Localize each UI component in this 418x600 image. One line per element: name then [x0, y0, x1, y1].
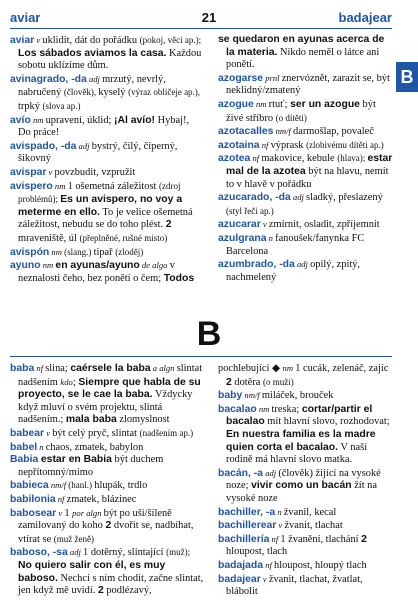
- header-first-entry: aviar: [10, 10, 41, 25]
- headword: bacán, -a: [218, 467, 264, 479]
- dictionary-entry: [10, 246, 204, 260]
- grammar-label: nm: [49, 246, 65, 257]
- grammar-label: nm: [40, 260, 56, 271]
- definition-text: tipař: [93, 246, 116, 258]
- grammar-label: n: [275, 506, 284, 517]
- dictionary-entry: [218, 559, 394, 573]
- dictionary-entry: [218, 72, 394, 98]
- dictionary-entry: [10, 166, 204, 180]
- definition-text: žvanil, kecal: [283, 506, 337, 518]
- usage-note: (nadšením ap.): [139, 427, 194, 438]
- definition-text: Vždycky když mluví o svém projektu, slintá nadšením.;: [18, 389, 193, 426]
- definition-text: makovice, kebule: [261, 153, 338, 165]
- definition-text: znervóznět, zarazit se, být neklidný/zmatený: [226, 72, 390, 97]
- usage-note: (člověk),: [63, 87, 99, 98]
- dictionary-entry: [218, 34, 394, 72]
- definition-text: povzbudit, vzpružit: [54, 166, 136, 178]
- grammar-label: adj: [294, 259, 311, 270]
- definition-text: To je velice ošemetná záležitost, nebudu se do toho plést.: [18, 206, 193, 231]
- headword: babel: [10, 441, 38, 453]
- definition-text: 1 dotěrný, slintající: [83, 547, 167, 559]
- grammar-label: adj: [263, 467, 279, 478]
- grammar-label: nf: [259, 139, 271, 150]
- grammar-label: nm/f: [273, 126, 294, 137]
- dictionary-entry: [10, 362, 204, 427]
- section-letter: B: [196, 315, 222, 353]
- dictionary-entry: [10, 479, 204, 493]
- dictionary-entry: [218, 533, 394, 559]
- usage-note: (slang.): [64, 246, 94, 257]
- example-phrase: se quedaron en ayunas acerca de la materia.: [218, 34, 385, 58]
- headword: babieca: [10, 480, 49, 492]
- headword: avispar: [10, 166, 47, 178]
- grammar-label: v: [44, 427, 53, 438]
- definition-text: Nechci s ním chodit, začne slintat, jen když mě uvidí.: [18, 572, 204, 597]
- dictionary-entry: [218, 573, 394, 599]
- example-phrase: Siempre que habla de su proyecto, se le cae la baba.: [18, 376, 201, 401]
- dictionary-entry: [218, 362, 394, 389]
- usage-note: (zlobivému dítěti ap.): [306, 139, 384, 150]
- definition-text: Každou sobotu uklízíme dům.: [18, 47, 202, 72]
- headword: avío: [10, 114, 31, 126]
- page-number: 21: [201, 10, 217, 25]
- dictionary-entry: [10, 259, 204, 285]
- usage-note: (slova ap.): [42, 100, 81, 111]
- dictionary-entry: [218, 403, 394, 467]
- example-phrase: vivir como un bacán: [251, 480, 352, 492]
- definition-text: fanoušek/fanynka FC Barcelona: [226, 232, 365, 257]
- example-phrase: cortar/partir el bacalao: [226, 403, 373, 428]
- grammar-label: n: [266, 232, 276, 243]
- grammar-label: a algn: [150, 363, 177, 373]
- headword: azotaina: [218, 139, 260, 151]
- example-phrase: Es un avispero, no voy a meterme en ello.: [18, 194, 183, 218]
- definition-text: chaos, zmatek, babylon: [45, 441, 144, 453]
- grammar-label: nm/f: [242, 390, 262, 401]
- headword: ayuno: [10, 260, 41, 272]
- grammar-label: prnl: [263, 72, 282, 83]
- dictionary-entry: [10, 427, 204, 441]
- definition-text: výprask: [270, 139, 307, 151]
- definition-text: v neznalosti čeho, bez ponětí o čem;: [18, 260, 175, 284]
- headword: bacalao: [218, 403, 257, 415]
- dictionary-entry: [10, 73, 204, 114]
- column-right-top: [218, 34, 394, 284]
- headword: aviar: [10, 35, 35, 46]
- definition-text: být po uši/šíleně zamilovaný do koho: [18, 507, 172, 532]
- definition-text: zmírnit, osladit, zpříjemnit: [268, 219, 380, 231]
- dictionary-entry: [218, 258, 394, 284]
- definition-text: dvořit se, nadbíhat, vtírat se: [18, 520, 194, 545]
- page-header: [0, 0, 418, 30]
- section-rule: [10, 356, 392, 357]
- column-right-bottom: [218, 362, 394, 599]
- headword: babosear: [10, 507, 57, 519]
- example-phrase: estar mal de la azotea: [226, 153, 393, 177]
- grammar-label: nf: [263, 559, 275, 570]
- headword: baby: [218, 390, 243, 402]
- definition-text: být celý pryč, slintat: [52, 427, 140, 439]
- definition-text: být na hlavu, nemít to v hlavě v pořádku: [226, 165, 389, 190]
- dictionary-entry: [10, 180, 204, 246]
- grammar-label: nf: [55, 493, 67, 504]
- usage-note: (pokoj, věci ap.);: [139, 35, 202, 45]
- definition-text: být živé stříbro: [226, 98, 376, 124]
- headword: avispado, -da: [10, 140, 77, 152]
- example-phrase: mala baba: [65, 414, 117, 426]
- dictionary-entry: [10, 507, 204, 547]
- headword: azogue: [218, 98, 254, 110]
- dictionary-entry: [218, 467, 394, 506]
- grammar-label: v: [260, 573, 269, 584]
- grammar-label: nm: [30, 114, 46, 125]
- grammar-label: kdo: [60, 376, 73, 387]
- headword: azumbrado, -da: [218, 259, 295, 271]
- usage-note: (výraz obličeje ap.),: [128, 87, 201, 98]
- definition-text: V naší rodině má hlavní slovo matka.: [226, 441, 368, 466]
- column-left-bottom: [10, 362, 204, 598]
- example-phrase: 2: [165, 219, 172, 231]
- headword: avinagrado, -da: [10, 73, 87, 85]
- headword: baba: [10, 363, 35, 374]
- dictionary-entry: [218, 191, 394, 218]
- grammar-label: por algn: [72, 507, 104, 518]
- dictionary-entry: [218, 519, 394, 533]
- grammar-label: adj: [86, 73, 103, 84]
- example-phrase: Los sábados aviamos la casa.: [18, 47, 167, 59]
- definition-text: trpký: [18, 100, 43, 112]
- headword: badajear: [218, 573, 261, 585]
- example-phrase: estar en Babia: [40, 454, 112, 466]
- grammar-label: nm: [282, 363, 296, 373]
- dictionary-entry: [10, 140, 204, 166]
- dictionary-entry: [218, 139, 394, 153]
- dictionary-entry: [10, 114, 204, 140]
- grammar-label: adj: [67, 547, 84, 558]
- example-phrase: 2: [105, 520, 112, 532]
- example-phrase: En nuestra familia es la madre quien corta el bacalao.: [226, 428, 376, 453]
- definition-text: 1: [64, 507, 73, 519]
- dictionary-entry: [10, 441, 204, 455]
- header-last-entry: badajear: [338, 10, 392, 25]
- definition-text: sladký, přeslazený: [306, 192, 383, 204]
- usage-note: (hanl.): [68, 480, 95, 491]
- headword: baboso, -sa: [10, 547, 68, 559]
- headword: avispón: [10, 246, 50, 258]
- example-phrase: caérsele la baba: [70, 363, 151, 374]
- definition-text: žít na vysoké noze: [226, 480, 377, 504]
- example-phrase: en ayunas/ayuno: [55, 260, 140, 272]
- usage-note: (zloděj): [115, 246, 144, 257]
- headword: azulgrana: [218, 232, 267, 244]
- definition-text: pochlebující ◆: [218, 363, 283, 374]
- usage-note: (o dítěti): [275, 112, 307, 123]
- dictionary-entry: [218, 98, 394, 125]
- headword: babilonia: [10, 493, 56, 505]
- definition-text: hloupost, tlach: [226, 546, 288, 558]
- example-phrase: 2: [361, 533, 367, 545]
- definition-text: slintat nadšením: [18, 363, 203, 388]
- headword: azotacalles: [218, 126, 274, 138]
- definition-text: dotěra: [231, 376, 263, 388]
- grammar-label: v: [34, 35, 43, 45]
- definition-text: (člověk) žijící na vysoké noze;: [226, 467, 381, 492]
- example-phrase: Todos: [163, 272, 195, 284]
- dictionary-entry: [218, 506, 394, 520]
- definition-text: treska;: [271, 403, 302, 415]
- dictionary-entry: [218, 389, 394, 403]
- definition-text: uklidit, dát do pořádku: [42, 35, 140, 46]
- definition-text: hlupák, trdlo: [94, 480, 148, 492]
- definition-text: ;: [72, 376, 79, 388]
- grammar-label: nm: [52, 180, 68, 191]
- definition-text: hloupost, hloupý tlach: [274, 559, 367, 571]
- grammar-label: v: [276, 520, 285, 531]
- headword: azucarar: [218, 219, 261, 231]
- grammar-label: v: [260, 219, 269, 230]
- grammar-label: de algo: [139, 260, 170, 271]
- definition-text: být duchem nepřítomný/mimo: [18, 454, 164, 478]
- definition-text: 1 ošemetná záležitost: [67, 180, 160, 192]
- usage-note: (o muži): [262, 376, 294, 387]
- definition-text: podlézavý,: [103, 585, 152, 597]
- headword: azotea: [218, 153, 251, 165]
- grammar-label: adj: [76, 140, 92, 151]
- grammar-label: nf: [250, 153, 262, 164]
- example-phrase: ¡Al avío!: [114, 114, 156, 126]
- definition-text: upravení, úklid;: [45, 114, 115, 126]
- definition-text: mít hlavní slovo, rozhodovat;: [264, 416, 390, 428]
- definition-text: zlomyslnost: [116, 414, 170, 426]
- definition-text: žvanit, tlachat: [284, 520, 343, 532]
- example-phrase: No quiero salir con él, es muy baboso.: [18, 559, 166, 584]
- dictionary-entry: [10, 546, 204, 597]
- grammar-label: nm: [253, 98, 269, 109]
- headword: babear: [10, 427, 45, 439]
- headword: Babia: [10, 454, 39, 466]
- definition-text: rtuť;: [268, 98, 291, 110]
- definition-text: kyselý: [98, 87, 129, 99]
- headword: bachiller, -a: [218, 506, 276, 518]
- definition-text: žvanit, tlachat, žvatlat, blábolit: [226, 573, 363, 598]
- dictionary-entry: [10, 454, 204, 479]
- definition-text: mrzutý, nevrlý, nabručený: [18, 73, 166, 99]
- grammar-label: adj: [290, 192, 307, 203]
- dictionary-entry: [218, 152, 394, 191]
- definition-text: 1 žvanění, tlachání: [280, 533, 362, 545]
- usage-note: (styl řeči ap.): [226, 205, 274, 216]
- dictionary-entry: [10, 34, 204, 73]
- usage-note: (muž ženě): [53, 533, 95, 544]
- definition-text: Hybaj!, Do práce!: [18, 114, 190, 139]
- grammar-label: nm: [256, 403, 272, 414]
- headword: avispero: [10, 180, 53, 192]
- dictionary-entry: [218, 218, 394, 232]
- headword: bachillería: [218, 533, 270, 545]
- dictionary-entry: [218, 125, 394, 139]
- grammar-label: nf: [269, 533, 281, 544]
- definition-text: darmošlap, povaleč: [293, 126, 374, 138]
- example-phrase: 2: [97, 585, 104, 597]
- example-phrase: ser un azogue: [290, 98, 360, 110]
- definition-text: 1 cucák, zelenáč, zajíc: [295, 363, 389, 374]
- column-left-top: [10, 34, 204, 285]
- definition-text: slina;: [45, 363, 71, 374]
- usage-note: (hlava);: [337, 153, 368, 164]
- header-rule: [10, 28, 392, 29]
- grammar-label: nm/f: [48, 480, 69, 491]
- headword: badajada: [218, 559, 264, 571]
- definition-text: Nikdo neměl o látce ani ponětí.: [226, 46, 380, 71]
- letter-tab: B: [396, 62, 418, 92]
- headword: bachillerear: [218, 520, 277, 532]
- dictionary-entry: [10, 493, 204, 507]
- definition-text: zmatek, blázinec: [66, 493, 137, 505]
- usage-note: (zdroj problémů);: [18, 180, 181, 205]
- definition-text: miláček, brouček: [261, 390, 334, 402]
- grammar-label: nf: [34, 363, 46, 373]
- grammar-label: v: [46, 166, 55, 177]
- definition-text: mraveniště, úl: [18, 232, 80, 244]
- headword: azogarse: [218, 72, 264, 84]
- dictionary-entry: [218, 232, 394, 258]
- definition-text: bystrý, čilý, čiperný, šikovný: [18, 140, 178, 165]
- grammar-label: n: [37, 441, 46, 452]
- example-phrase: 2: [226, 376, 232, 388]
- usage-note: (muž);: [166, 547, 191, 558]
- grammar-label: v: [56, 507, 65, 518]
- headword: azucarado, -da: [218, 192, 291, 204]
- usage-note: (přeplněné, rušné místo): [79, 232, 168, 243]
- definition-text: opilý, zpitý, nachmelený: [226, 259, 361, 283]
